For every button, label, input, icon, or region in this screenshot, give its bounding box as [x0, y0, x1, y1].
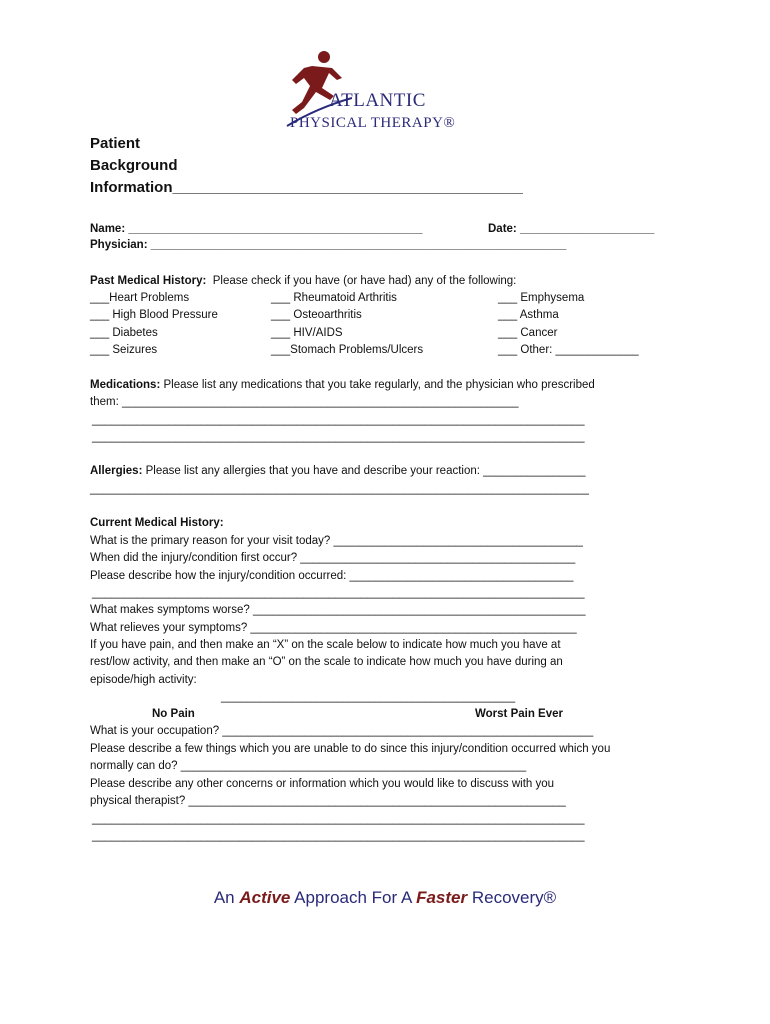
past-medical-history-heading: Past Medical History: Please check if you have (or have had) any of the following: — [90, 275, 517, 287]
concerns-line-2[interactable]: _____________________________________________________________________________ — [92, 813, 585, 825]
occupation-field[interactable]: What is your occupation? __________________________________________________________ — [90, 725, 594, 737]
medications-line-3[interactable]: _____________________________________________________________________________ — [92, 431, 585, 443]
pain-instructions-3: episode/high activity: — [90, 674, 197, 686]
checkbox-asthma[interactable]: ___ Asthma — [498, 309, 559, 321]
name-field[interactable]: Name: ______________________________________________ — [90, 223, 423, 235]
injury-date-field[interactable]: When did the injury/condition first occur? ___________________________________________ — [90, 552, 576, 564]
pain-scale-line[interactable]: ______________________________________________ — [221, 691, 516, 703]
pain-instructions-1: If you have pain, and then make an “X” on the scale below to indicate how much you have at — [90, 639, 561, 651]
symptoms-worse-field[interactable]: What makes symptoms worse? ____________________________________________________ — [90, 604, 586, 616]
allergies-field[interactable]: Allergies: Please list any allergies that you have and describe your reaction: ________________ — [90, 465, 586, 477]
date-field[interactable]: Date: _____________________ — [488, 223, 655, 235]
title-line-3: Information__________________________________________ — [90, 179, 523, 196]
title-line-2: Background — [90, 157, 178, 174]
concerns-line-3[interactable]: _____________________________________________________________________________ — [92, 830, 585, 842]
pain-scale-min-label: No Pain — [152, 708, 195, 720]
checkbox-osteoarthritis[interactable]: ___ Osteoarthritis — [271, 309, 362, 321]
checkbox-diabetes[interactable]: ___ Diabetes — [90, 327, 158, 339]
form-title — [90, 133, 523, 199]
checkbox-cancer[interactable]: ___ Cancer — [498, 327, 558, 339]
visit-reason-field[interactable]: What is the primary reason for your visit today? _______________________________________ — [90, 535, 583, 547]
checkbox-hiv-aids[interactable]: ___ HIV/AIDS — [271, 327, 343, 339]
checkbox-emphysema[interactable]: ___ Emphysema — [498, 292, 585, 304]
unable-field[interactable]: normally can do? ______________________________________________________ — [90, 760, 527, 772]
checkbox-high-blood-pressure[interactable]: ___ High Blood Pressure — [90, 309, 218, 321]
unable-prompt: Please describe a few things which you are unable to do since this injury/condition occurred which you — [90, 743, 611, 755]
symptoms-relief-field[interactable]: What relieves your symptoms? ___________________________________________________ — [90, 622, 577, 634]
title-line-1: Patient — [90, 135, 141, 152]
checkbox-other[interactable]: ___ Other: _____________ — [498, 344, 639, 356]
checkbox-stomach-problems[interactable]: ___Stomach Problems/Ulcers — [271, 344, 424, 356]
current-medical-history-heading: Current Medical History: — [90, 517, 224, 529]
tagline: An Active Approach For A Faster Recovery® — [213, 888, 557, 907]
logo-text-physical-therapy: PHYSICAL THERAPY® — [290, 115, 456, 131]
medications-prompt: Medications: Please list any medications that you take regularly, and the physician who prescribed — [90, 379, 595, 391]
medications-field[interactable]: them: ______________________________________________________________ — [90, 396, 519, 408]
injury-description-field[interactable]: Please describe how the injury/condition occurred: ___________________________________ — [90, 570, 574, 582]
concerns-field[interactable]: physical therapist? ___________________________________________________________ — [90, 795, 566, 807]
logo-text-atlantic: ATLANTIC — [329, 90, 426, 111]
allergies-line-2[interactable]: ______________________________________________________________________________ — [90, 483, 589, 495]
pain-scale-max-label: Worst Pain Ever — [475, 708, 563, 720]
concerns-prompt: Please describe any other concerns or information which you would like to discuss with you — [90, 778, 555, 790]
checkbox-seizures[interactable]: ___ Seizures — [90, 344, 158, 356]
atlantic-logo — [282, 48, 502, 138]
injury-description-line-2[interactable]: _____________________________________________________________________________ — [92, 587, 585, 599]
pain-instructions-2: rest/low activity, and then make an “O” on the scale to indicate how much you have during an — [90, 656, 563, 668]
checkbox-heart-problems[interactable]: ___Heart Problems — [90, 292, 190, 304]
checkbox-rheumatoid-arthritis[interactable]: ___ Rheumatoid Arthritis — [271, 292, 397, 304]
medications-line-2[interactable]: _____________________________________________________________________________ — [92, 414, 585, 426]
physician-field[interactable]: Physician: _________________________________________________________________ — [90, 239, 567, 251]
